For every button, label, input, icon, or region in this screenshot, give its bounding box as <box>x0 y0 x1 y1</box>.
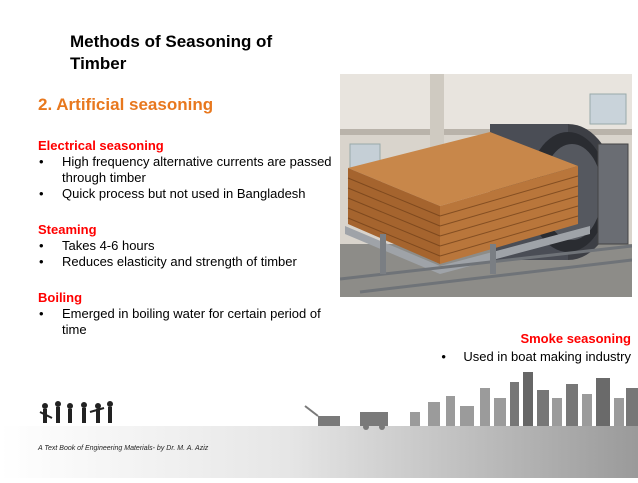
method-heading: Electrical seasoning <box>38 138 164 153</box>
bullet-item: • Emerged in boiling water for certain period of time <box>38 306 343 338</box>
section-title: 2. Artificial seasoning <box>38 95 214 114</box>
bullet-item: • Takes 4-6 hours <box>38 238 343 254</box>
bullet-item: • Used in boat making industry <box>439 348 631 366</box>
kiln-illustration <box>340 74 632 297</box>
method-heading: Smoke seasoning <box>520 331 631 346</box>
footer-credit: A Text Book of Engineering Materials- by Dr. M. A. Aziz <box>38 445 209 452</box>
workers-silhouette-icon <box>40 401 113 423</box>
bullet-list <box>38 238 343 270</box>
bullet-item: • Quick process but not used in Bangladesh <box>38 186 343 202</box>
method-boiling <box>38 290 343 338</box>
timber-kiln-photo <box>340 74 632 297</box>
bullet-item: • High frequency alternative currents are passed through timber <box>38 154 343 186</box>
method-heading: Steaming <box>38 222 97 237</box>
bullet-list <box>38 154 343 202</box>
method-electrical-seasoning <box>38 138 343 202</box>
decorative-skyline-banner <box>0 368 638 478</box>
method-heading: Boiling <box>38 290 83 305</box>
method-steaming <box>38 222 343 270</box>
slide-title: Methods of Seasoning of Timber <box>70 32 273 73</box>
smoke-seasoning-block <box>331 330 631 366</box>
city-buildings-icon <box>410 372 638 426</box>
skyline-illustration <box>0 368 638 478</box>
bullet-item: • Reduces elasticity and strength of timber <box>38 254 343 270</box>
bullet-list <box>38 306 343 338</box>
